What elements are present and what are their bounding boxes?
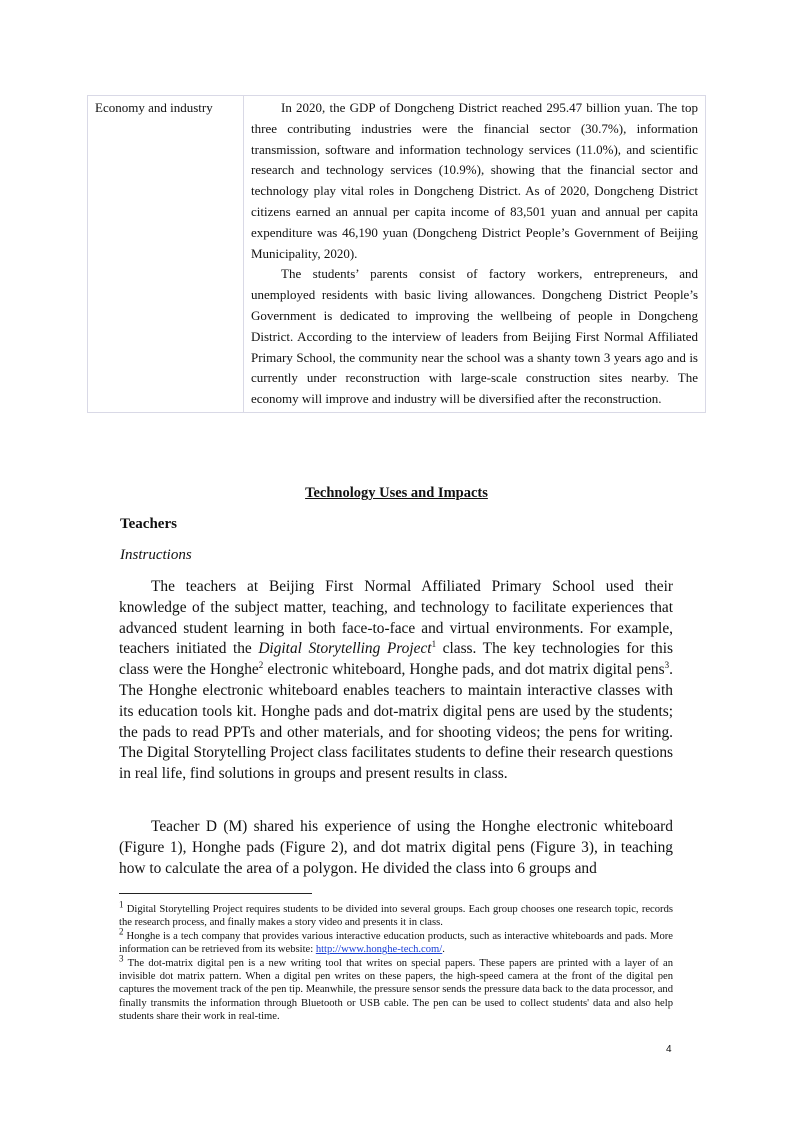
table-paragraph: The students’ parents consist of factory workers, entrepreneurs, and unemployed residents with basic living allowances. Dongcheng District People’s Government is dedicated to improving the wellbeing of people in Dongcheng District. According to the interview of leaders from Beijing First Normal Affiliated Primary School, the community near the school was a shanty town 3 years ago and is currently under reconstruction with large-scale construction sites nearby. The economy will improve and industry will be diversified after the reconstruction.	[251, 266, 698, 407]
footnote-number: 3	[119, 953, 124, 964]
footnote-ref[interactable]: 3	[664, 660, 670, 671]
body-text: . The Honghe electronic whiteboard enables teachers to maintain interactive classes with its education tools kit. Honghe pads and dot-matrix digital pens are used by the students; the pads to read PPTs and other materials, and for shooting videos; the pens for writing. The Digital Storytelling Project class facilitates students to define their research questions in real life, find solutions in groups and present results in class.	[119, 661, 673, 783]
footnote-text: Honghe is a tech company that provides various interactive education products, such as interactive whiteboards and pads. More information can be retrieved from its website:	[119, 930, 673, 956]
table-row	[88, 96, 706, 413]
footnote-text: The dot-matrix digital pen is a new writing tool that writes on special papers. These papers are printed with a layer of an invisible dot matrix pattern. When a digital pen writes on these papers, the high-speed camera at the front of the digital pen captures the movement track of the pen tip. Meanwhile, the pressure sensor sends the pressure data back to the data processor, and finally transmits the information through Bluetooth or USB cable. The pen can be used to collect students' data and also help students share their work in real-time.	[119, 957, 673, 1023]
footnotes	[119, 899, 673, 1024]
body-text: electronic whiteboard, Honghe pads, and dot matrix digital pens	[263, 661, 665, 679]
page-number: 4	[666, 1044, 672, 1055]
footnote-2	[119, 926, 673, 957]
honghe-website-link[interactable]: http://www.honghe-tech.com/	[315, 944, 443, 956]
footnote-number: 1	[119, 899, 124, 910]
footnote-3	[119, 953, 673, 1024]
economy-industry-table	[87, 95, 706, 413]
table-row-label: Economy and industry	[88, 96, 244, 413]
subheading-instructions: Instructions	[120, 547, 192, 563]
footnote-ref[interactable]: 1	[431, 639, 437, 650]
subheading-teachers: Teachers	[120, 516, 177, 532]
project-name: Digital Storytelling Project	[258, 640, 432, 658]
footnote-text: Digital Storytelling Project requires students to be divided into several groups. Each group chooses one research topic, records the research process, and finally makes a story video and presents it in class.	[119, 904, 673, 929]
body-paragraph: Teacher D (M) shared his experience of using the Honghe electronic whiteboard (Figure 1), Honghe pads (Figure 2), and dot matrix digital pens (Figure 3), in teaching how to calculate the area of a polygon. He divided the class into 6 groups and	[119, 818, 673, 877]
body-text: class. The key technologies for this class were the Honghe	[119, 640, 673, 679]
footnote-number: 2	[119, 926, 124, 937]
body-paragraph	[119, 577, 673, 785]
table-paragraph: In 2020, the GDP of Dongcheng District reached 295.47 billion yuan. The top three contributing industries were the financial sector (30.7%), information transmission, software and information technology services (11.0%), and scientific research and technology services (10.9%), showing that the financial sector and technology play vital roles in Dongcheng District. As of 2020, Dongcheng District citizens earned an annual per capita income of 83,501 yuan and annual per capita expenditure was 46,190 yuan (Dongcheng District People’s Government of Beijing Municipality, 2020).	[251, 100, 698, 261]
footnote-ref[interactable]: 2	[258, 660, 264, 671]
section-title: Technology Uses and Impacts	[305, 485, 488, 501]
footnote-1	[119, 899, 673, 930]
body-text: The teachers at Beijing First Normal Affiliated Primary School used their knowledge of the subject matter, teaching, and technology to facilitate experiences that advanced student learning in both face-to-face and virtual environments. For example, teachers initiated the	[119, 578, 673, 658]
footnote-text: .	[442, 944, 445, 956]
table-row-content	[244, 96, 706, 413]
footnote-divider	[119, 893, 312, 894]
